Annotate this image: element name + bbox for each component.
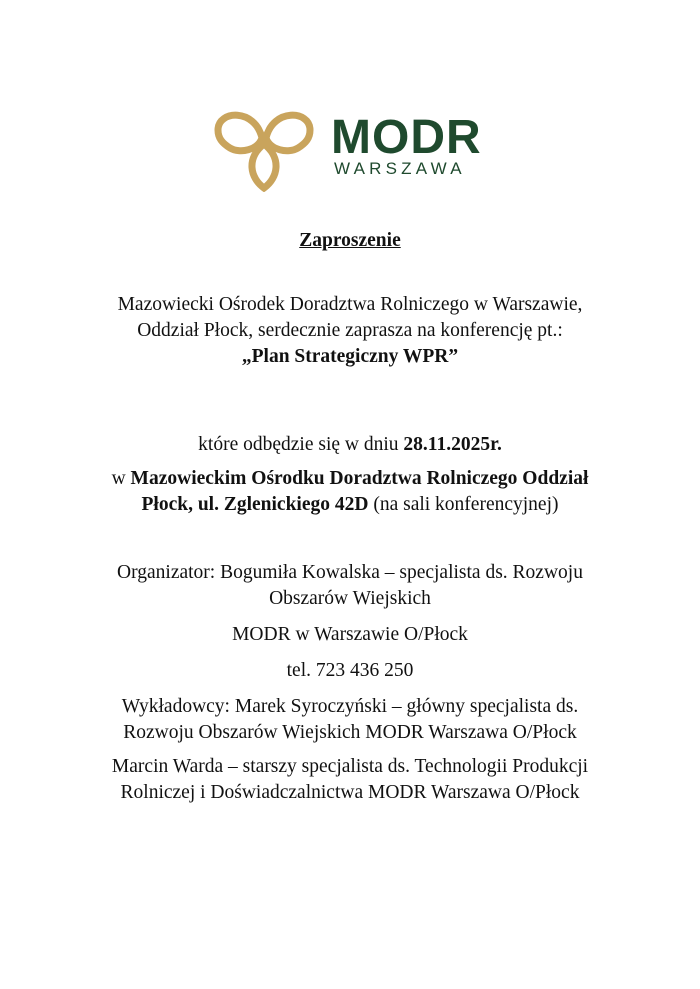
logo-brand-name: MODR: [331, 111, 482, 164]
place-line-1: [70, 466, 630, 492]
modr-logo: [210, 108, 500, 192]
organizer-phone: tel. 723 436 250: [286, 660, 414, 681]
lecturer-2-line-2: Rolniczej i Doświadczalnictwa MODR Warszawa O/Płock: [120, 782, 580, 803]
invitation-body: [70, 228, 630, 806]
organizer-line-1: Organizator: Bogumiła Kowalska – specjalista ds. Rozwoju: [117, 562, 583, 583]
event-place: [70, 466, 630, 518]
event-date: 28.11.2025r.: [403, 434, 502, 455]
organizer-office: MODR w Warszawie O/Płock: [232, 624, 468, 645]
lecturer-1-line-1: Wykładowcy: Marek Syroczyński – główny specjalista ds.: [121, 696, 579, 717]
lecturer-2-line-1: Marcin Warda – starszy specjalista ds. Technologii Produkcji: [111, 756, 589, 777]
place-note: (na sali konferencyjnej): [373, 494, 559, 515]
logo-brand-city: WARSZAWA: [334, 159, 466, 178]
place-name-line-2: Płock, ul. Zglenickiego 42D: [141, 494, 369, 515]
organizer-block: [70, 560, 630, 684]
invitation-title: Zaproszenie: [299, 230, 401, 251]
place-prefix: w: [111, 468, 126, 489]
intro-paragraph: [70, 292, 630, 370]
lecturers-block: [70, 694, 630, 806]
intro-line-2: Oddział Płock, serdecznie zaprasza na konferencję pt.:: [137, 320, 563, 341]
date-prefix: które odbędzie się w dniu: [198, 434, 399, 455]
place-name-line-1: Mazowieckim Ośrodku Doradztwa Rolniczego Oddział: [130, 468, 589, 489]
lecturer-1-line-2: Rozwoju Obszarów Wiejskich MODR Warszawa O/Płock: [123, 722, 577, 743]
trefoil-logo-icon: [210, 108, 320, 192]
event-title: „Plan Strategiczny WPR”: [241, 346, 459, 367]
place-line-2: [70, 492, 630, 518]
intro-line-1: Mazowiecki Ośrodek Doradztwa Rolniczego w Warszawie,: [117, 294, 583, 315]
event-date-line: [70, 432, 630, 458]
organizer-line-2: Obszarów Wiejskich: [269, 588, 431, 609]
